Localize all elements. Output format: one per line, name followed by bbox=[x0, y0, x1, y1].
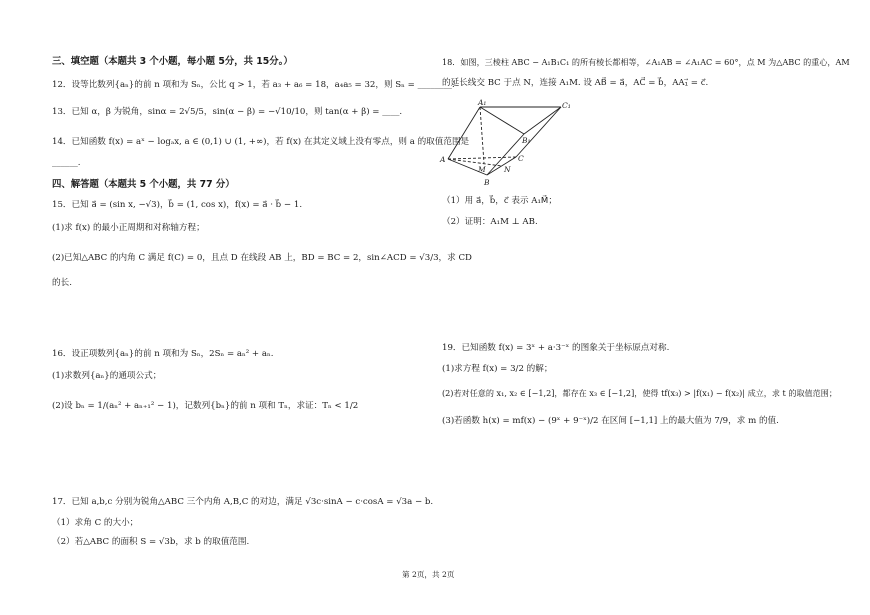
question-16: 16．设正项数列{aₙ}的前 n 项和为 Sₙ，2Sₙ = aₙ² + aₙ. bbox=[52, 349, 274, 359]
edge-b-c bbox=[487, 157, 516, 175]
question-14-line1: 14．已知函数 f(x) = aˣ − logₐx, a ∈ (0,1) ∪ (1, +∞)，若 f(x) 在其定义域上没有零点，则 a 的取值范围是 bbox=[52, 137, 470, 147]
label-c: C bbox=[518, 154, 524, 163]
question-16-part1: (1)求数列{aₙ}的通项公式； bbox=[52, 371, 162, 381]
edge-a-a1 bbox=[448, 107, 480, 159]
question-15-part1: (1)求 f(x) 的最小正周期和对称轴方程； bbox=[52, 223, 205, 233]
label-c1: C₁ bbox=[562, 101, 571, 110]
question-19-part3: (3)若函数 h(x) = mf(x) − (9ˣ + 9⁻ˣ)/2 在区间 [−1,1] 上的最大值为 7/9，求 m 的值. bbox=[442, 416, 779, 426]
question-19: 19．已知函数 f(x) = 3ˣ + a·3⁻ˣ 的图象关于坐标原点对称. bbox=[442, 343, 670, 353]
question-17: 17．已知 a,b,c 分别为锐角△ABC 三个内角 A,B,C 的对边，满足 √3c·sinA − c·cosA = √3a − b. bbox=[52, 497, 434, 507]
triangular-prism-figure bbox=[438, 96, 578, 190]
page-footer: 第 2页，共 2页 bbox=[402, 570, 455, 579]
label-m: M bbox=[478, 165, 486, 174]
label-n: N bbox=[504, 165, 511, 174]
label-b: B bbox=[484, 178, 490, 187]
question-19-part2: (2)若对任意的 x₁, x₂ ∈ [−1,2]，都存在 x₃ ∈ [−1,2]，使得 tf(x₃) > |f(x₁) − f(x₂)| 成立，求 t 的取值范围； bbox=[442, 388, 837, 398]
question-17-part1: （1）求角 C 的大小； bbox=[52, 518, 139, 528]
question-18-line2: 的延长线交 BC 于点 N，连接 A₁M. 设 AB⃗ = a⃗，AC⃗ = b⃗，AA₁⃗ = c⃗. bbox=[442, 78, 709, 88]
question-18-part2: （2）证明：A₁M ⊥ AB. bbox=[442, 217, 538, 227]
label-a1: A₁ bbox=[478, 98, 487, 107]
question-15-part2-line1: (2)已知△ABC 的内角 C 满足 f(C) = 0，且点 D 在线段 AB 上，BD = BC = 2，sin∠ACD = √3/3，求 CD bbox=[52, 253, 472, 263]
section-4-heading: 四、解答题（本题共 5 个小题，共 77 分） bbox=[52, 179, 235, 190]
question-19-part1: (1)求方程 f(x) = 3/2 的解； bbox=[442, 364, 553, 374]
question-14-line2: ______. bbox=[52, 158, 81, 168]
question-12: 12．设等比数列{aₙ}的前 n 项和为 Sₙ，公比 q > 1，若 a₃ + a₆ = 18，a₄a₅ = 32，则 Sₙ = ________. bbox=[52, 80, 455, 90]
label-a: A bbox=[440, 155, 446, 164]
question-17-part2: （2）若△ABC 的面积 S = √3b，求 b 的取值范围. bbox=[52, 537, 250, 547]
edge-a-c bbox=[448, 157, 516, 159]
question-13: 13．已知 α，β 为锐角，sinα = 2√5/5，sin(α − β) = −√10/10，则 tan(α + β) = ____. bbox=[52, 107, 403, 117]
question-15: 15．已知 a⃗ = (sin x, −√3)，b⃗ = (1, cos x)，f(x) = a⃗ · b⃗ − 1. bbox=[52, 200, 303, 210]
section-3-heading: 三、填空题（本题共 3 个小题，每小题 5分，共 15分。） bbox=[52, 56, 293, 67]
edge-b1-c1 bbox=[524, 107, 561, 134]
edge-a1-b1 bbox=[480, 107, 524, 134]
question-18-line1: 18．如图，三棱柱 ABC − A₁B₁C₁ 的所有棱长都相等，∠A₁AB = ∠A₁AC = 60°，点 M 为△ABC 的重心，AM bbox=[442, 57, 850, 67]
question-18-part1: （1）用 a⃗，b⃗，c⃗ 表示 A₁M⃗； bbox=[442, 196, 557, 206]
label-b1: B₁ bbox=[522, 136, 531, 145]
question-15-part2-line2: 的长. bbox=[52, 278, 72, 288]
segment-a1-m bbox=[480, 107, 484, 163]
edge-c-c1 bbox=[516, 107, 561, 157]
question-16-part2: (2)设 bₙ = 1/(aₙ² + aₙ₊₁² − 1)，记数列{bₙ}的前 n 项和 Tₙ，求证：Tₙ < 1/2 bbox=[52, 401, 359, 411]
